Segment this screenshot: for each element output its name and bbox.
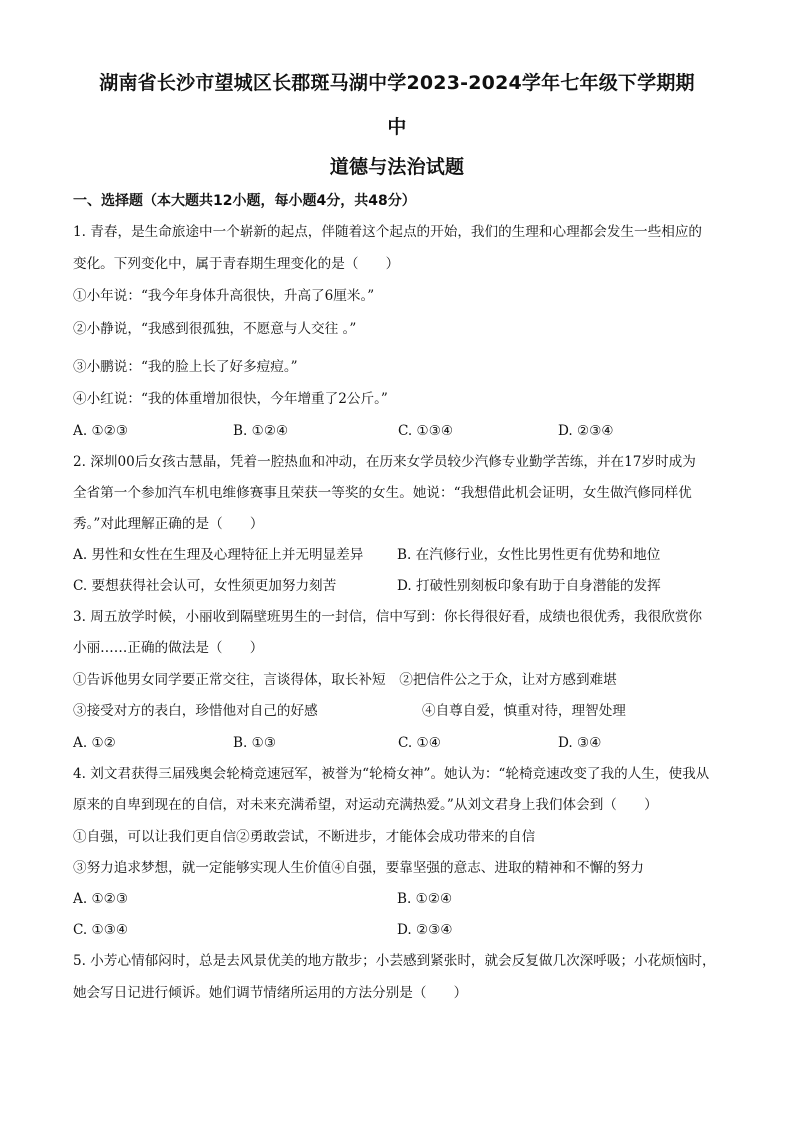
q4-option-d: D. ②③④	[397, 922, 453, 938]
q3-option-d: D. ③④	[558, 735, 602, 751]
section-heading: 一、选择题（本大题共12小题，每小题4分，共48分）	[73, 193, 416, 209]
q2-stem-line-3: 秀。”对此理解正确的是（ ）	[73, 516, 264, 532]
q2-option-a: A. 男性和女性在生理及心理特征上并无明显差异	[73, 547, 364, 563]
q4-stem-line-1: 4. 刘文君获得三届残奥会轮椅竞速冠军，被誉为“轮椅女神”。她认为：“轮椅竞速改变了我的人生，使我从	[73, 766, 710, 782]
q1-item-2: ②小静说，“我感到很孤独，不愿意与人交往 。”	[73, 321, 357, 337]
q1-item-4: ④小红说：“我的体重增加很快，今年增重了2公斤。”	[73, 391, 388, 407]
q3-option-a: A. ①②	[73, 735, 116, 751]
q2-stem-line-1: 2. 深圳00后女孩古慧晶，凭着一腔热血和冲动，在历来女学员较少汽修专业勤学苦练，并在17岁时成为	[73, 454, 696, 470]
q2-option-b: B. 在汽修行业，女性比男性更有优势和地位	[397, 547, 661, 563]
q3-stem-line-2: 小丽……正确的做法是（ ）	[73, 640, 264, 656]
q3-item-4: ④自尊自爱，慎重对待，理智处理	[422, 703, 626, 719]
q3-item-3: ③接受对方的表白，珍惜他对自己的好感	[73, 703, 318, 719]
exam-title-line-2: 中	[387, 116, 407, 138]
q3-item-row-1: ①告诉他男女同学要正常交往，言谈得体，取长补短 ②把信件公之于众，让对方感到难堪	[73, 672, 617, 688]
q1-option-c: C. ①③④	[398, 423, 454, 439]
q1-item-1: ①小年说：“我今年身体升高很快，升高了6厘米。”	[73, 288, 375, 304]
q3-option-c: C. ①④	[398, 735, 441, 751]
q4-stem-line-2: 原来的自卑到现在的自信，对未来充满希望，对运动充满热爱。”从刘文君身上我们体会到（ ）	[73, 797, 658, 813]
q4-item-row-2: ③努力追求梦想，就一定能够实现人生价值④自强，要靠坚强的意志、进取的精神和不懈的努力	[73, 860, 644, 876]
q1-stem-line-2: 变化。下列变化中，属于青春期生理变化的是（ ）	[73, 256, 400, 272]
q2-stem-line-2: 全省第一个参加汽车机电维修赛事且荣获一等奖的女生。她说：“我想借此机会证明，女生做汽修同样优	[73, 485, 692, 501]
q4-option-a: A. ①②③	[73, 891, 129, 907]
q2-option-d: D. 打破性别刻板印象有助于自身潜能的发挥	[397, 578, 661, 594]
q3-stem-line-1: 3. 周五放学时候，小丽收到隔壁班男生的一封信，信中写到：你长得很好看，成绩也很优秀，我很欣赏你	[73, 609, 703, 625]
q4-option-b: B. ①②④	[397, 891, 453, 907]
q5-stem-line-2: 她会写日记进行倾诉。她们调节情绪所运用的方法分别是（ ）	[73, 985, 468, 1001]
q1-option-a: A. ①②③	[73, 423, 129, 439]
q1-option-d: D. ②③④	[558, 423, 614, 439]
q1-item-3: ③小鹏说：“我的脸上长了好多痘痘。”	[73, 359, 298, 375]
exam-subject-title: 道德与法治试题	[329, 156, 465, 178]
q1-option-b: B. ①②④	[233, 423, 289, 439]
q2-option-c: C. 要想获得社会认可，女性须更加努力刻苦	[73, 578, 337, 594]
q3-option-b: B. ①③	[233, 735, 277, 751]
q4-item-row-1: ①自强，可以让我们更自信②勇敢尝试，不断进步，才能体会成功带来的自信	[73, 829, 536, 845]
exam-title-line-1: 湖南省长沙市望城区长郡斑马湖中学2023-2024学年七年级下学期期	[99, 72, 695, 94]
q5-stem-line-1: 5. 小芳心情郁闷时，总是去风景优美的地方散步；小芸感到紧张时，就会反复做几次深呼吸；小花烦恼时，	[73, 953, 716, 969]
q4-option-c: C. ①③④	[73, 922, 129, 938]
q1-stem-line-1: 1. 青春，是生命旅途中一个崭新的起点，伴随着这个起点的开始，我们的生理和心理都会发生一些相应的	[73, 224, 703, 240]
